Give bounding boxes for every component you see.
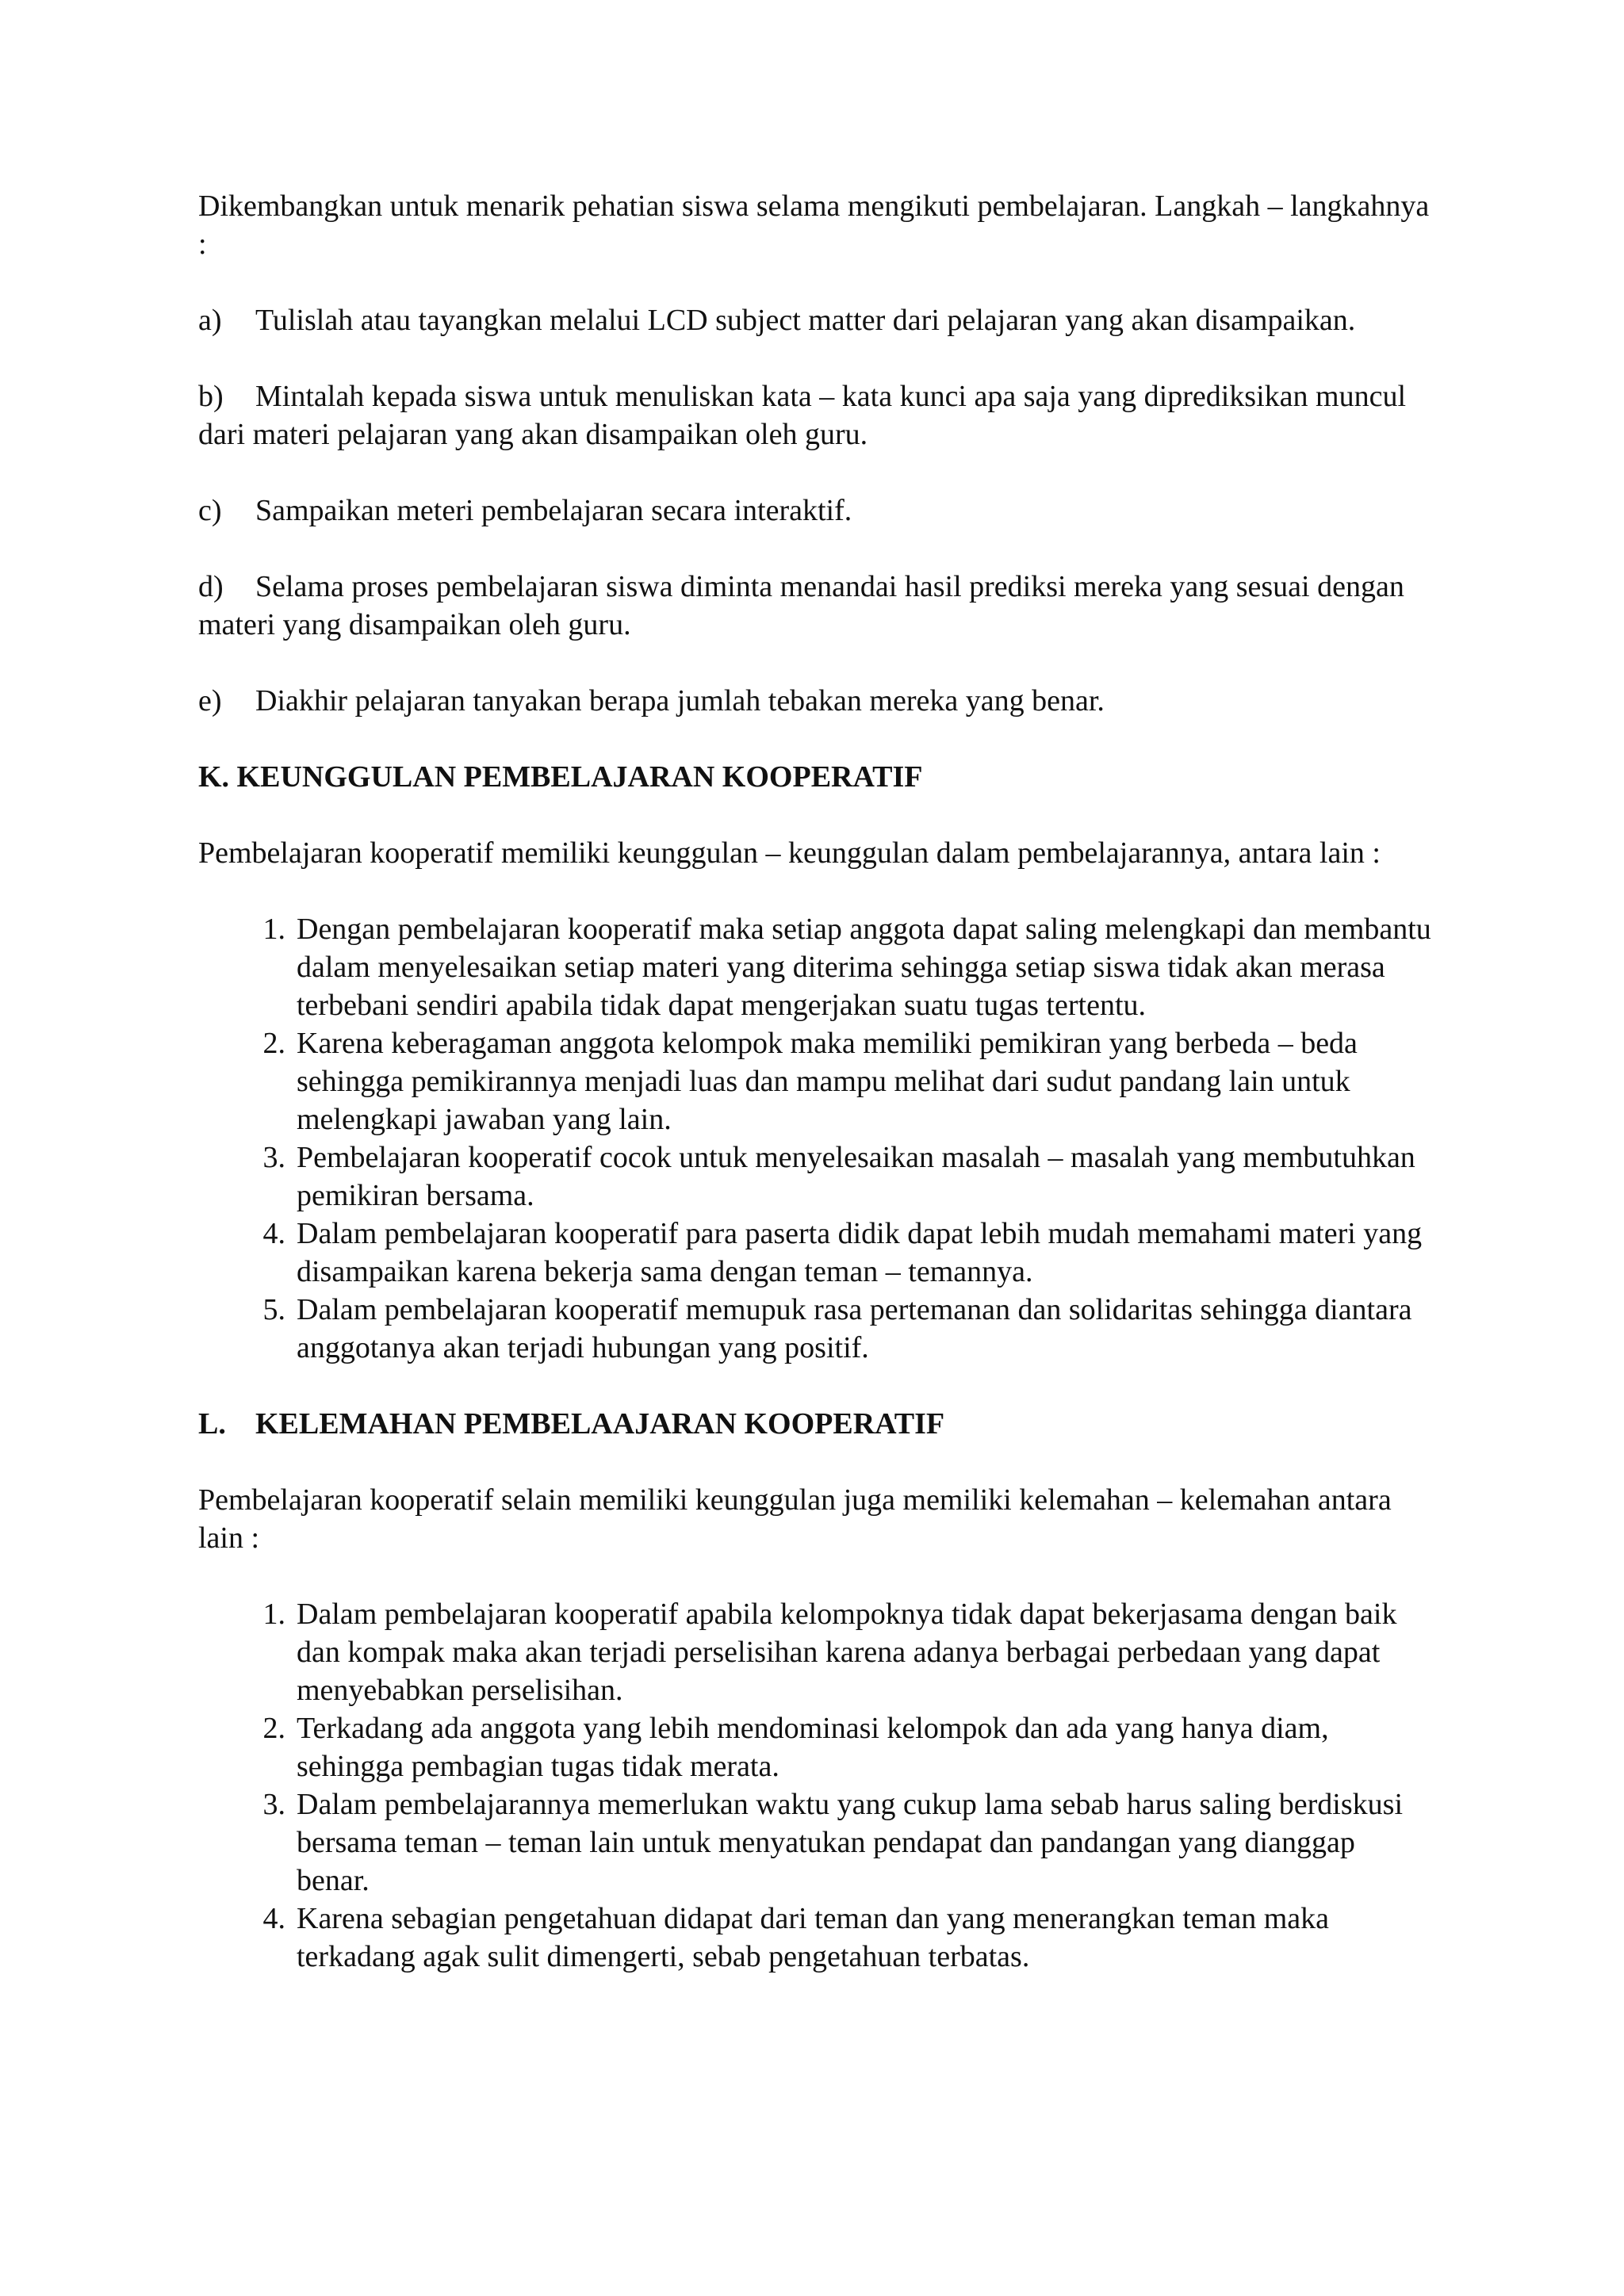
step-marker: e) bbox=[198, 684, 222, 718]
list-number: 2. bbox=[262, 1712, 285, 1745]
list-text: Dalam pembelajaran kooperatif apabila kelompoknya tidak dapat bekerjasama dengan baik dan kompak maka akan terjadi perselisihan karena adanya berbagai perbedaan yang dapat menyebabkan perselisihan. bbox=[297, 1598, 1397, 1707]
step-c bbox=[198, 492, 1435, 530]
intro-paragraph: Dikembangkan untuk menarik pehatian siswa selama mengikuti pembelajaran. Langkah – langkahnya : bbox=[198, 189, 1430, 261]
step-text: Selama proses pembelajaran siswa diminta menandai hasil prediksi mereka yang sesuai dengan materi yang disampaikan oleh guru. bbox=[198, 570, 1404, 641]
list-text: Dalam pembelajarannya memerlukan waktu yang cukup lama sebab harus saling berdiskusi bersama teman – teman lain untuk menyatukan pendapat dan pandangan yang dianggap benar. bbox=[297, 1788, 1403, 1897]
list-number: 1. bbox=[262, 913, 285, 946]
step-text: Diakhir pelajaran tanyakan berapa jumlah tebakan mereka yang benar. bbox=[255, 684, 1105, 718]
step-text: Sampaikan meteri pembelajaran secara interaktif. bbox=[255, 494, 852, 527]
list-item bbox=[198, 910, 1435, 1024]
list-number: 5. bbox=[262, 1293, 285, 1326]
step-marker: b) bbox=[198, 380, 224, 413]
list-item bbox=[198, 1595, 1435, 1709]
list-number: 4. bbox=[262, 1902, 285, 1935]
list-item bbox=[198, 1215, 1435, 1291]
step-text: Tulislah atau tayangkan melalui LCD subject matter dari pelajaran yang akan disampaikan. bbox=[255, 304, 1356, 337]
section-k-intro: Pembelajaran kooperatif memiliki keunggulan – keunggulan dalam pembelajarannya, antara lain : bbox=[198, 836, 1381, 870]
list-number: 4. bbox=[262, 1217, 285, 1250]
step-e bbox=[198, 682, 1435, 720]
list-number: 3. bbox=[262, 1141, 285, 1174]
step-a bbox=[198, 301, 1435, 339]
section-l-heading bbox=[198, 1405, 1435, 1443]
step-text: Mintalah kepada siswa untuk menuliskan kata – kata kunci apa saja yang diprediksikan muncul dari materi pelajaran yang akan disampaikan oleh guru. bbox=[198, 380, 1406, 451]
list-text: Dalam pembelajaran kooperatif para paserta didik dapat lebih mudah memahami materi yang disampaikan karena bekerja sama dengan teman – temannya. bbox=[297, 1217, 1423, 1288]
list-item bbox=[198, 1785, 1435, 1900]
step-b bbox=[198, 377, 1435, 453]
list-text: Karena sebagian pengetahuan didapat dari teman dan yang menerangkan teman maka terkadang agak sulit dimengerti, sebab pengetahuan terbatas. bbox=[297, 1902, 1329, 1973]
list-item bbox=[198, 1900, 1435, 1976]
step-marker: d) bbox=[198, 570, 224, 603]
step-d bbox=[198, 568, 1435, 644]
document-body bbox=[198, 187, 1435, 2014]
list-text: Pembelajaran kooperatif cocok untuk menyelesaikan masalah – masalah yang membutuhkan pemikiran bersama. bbox=[297, 1141, 1415, 1212]
list-text: Dengan pembelajaran kooperatif maka setiap anggota dapat saling melengkapi dan membantu dalam menyelesaikan setiap materi yang diterima sehingga setiap siswa tidak akan merasa terbebani sendiri apabila tidak dapat mengerjakan suatu tugas tertentu. bbox=[297, 913, 1431, 1022]
list-text: Dalam pembelajaran kooperatif memupuk rasa pertemanan dan solidaritas sehingga diantara anggotanya akan terjadi hubungan yang positif. bbox=[297, 1293, 1412, 1364]
section-l-title: KELEMAHAN PEMBELAAJARAN KOOPERATIF bbox=[255, 1407, 945, 1441]
list-number: 2. bbox=[262, 1027, 285, 1060]
list-item bbox=[198, 1709, 1435, 1785]
list-text: Terkadang ada anggota yang lebih mendominasi kelompok dan ada yang hanya diam, sehingga pembagian tugas tidak merata. bbox=[297, 1712, 1329, 1783]
list-number: 1. bbox=[262, 1598, 285, 1631]
section-l-intro: Pembelajaran kooperatif selain memiliki keunggulan juga memiliki kelemahan – kelemahan antara lain : bbox=[198, 1483, 1392, 1555]
list-item bbox=[198, 1024, 1435, 1138]
section-l-marker: L. bbox=[198, 1407, 226, 1441]
section-k-heading: K. KEUNGGULAN PEMBELAJARAN KOOPERATIF bbox=[198, 760, 923, 794]
section-k-list bbox=[198, 910, 1435, 1367]
list-text: Karena keberagaman anggota kelompok maka memiliki pemikiran yang berbeda – beda sehingga pemikirannya menjadi luas dan mampu melihat dari sudut pandang lain untuk melengkapi jawaban yang lain. bbox=[297, 1027, 1358, 1136]
list-item bbox=[198, 1291, 1435, 1367]
step-marker: a) bbox=[198, 304, 222, 337]
list-item bbox=[198, 1138, 1435, 1215]
list-number: 3. bbox=[262, 1788, 285, 1821]
step-marker: c) bbox=[198, 494, 222, 527]
section-l-list bbox=[198, 1595, 1435, 1976]
